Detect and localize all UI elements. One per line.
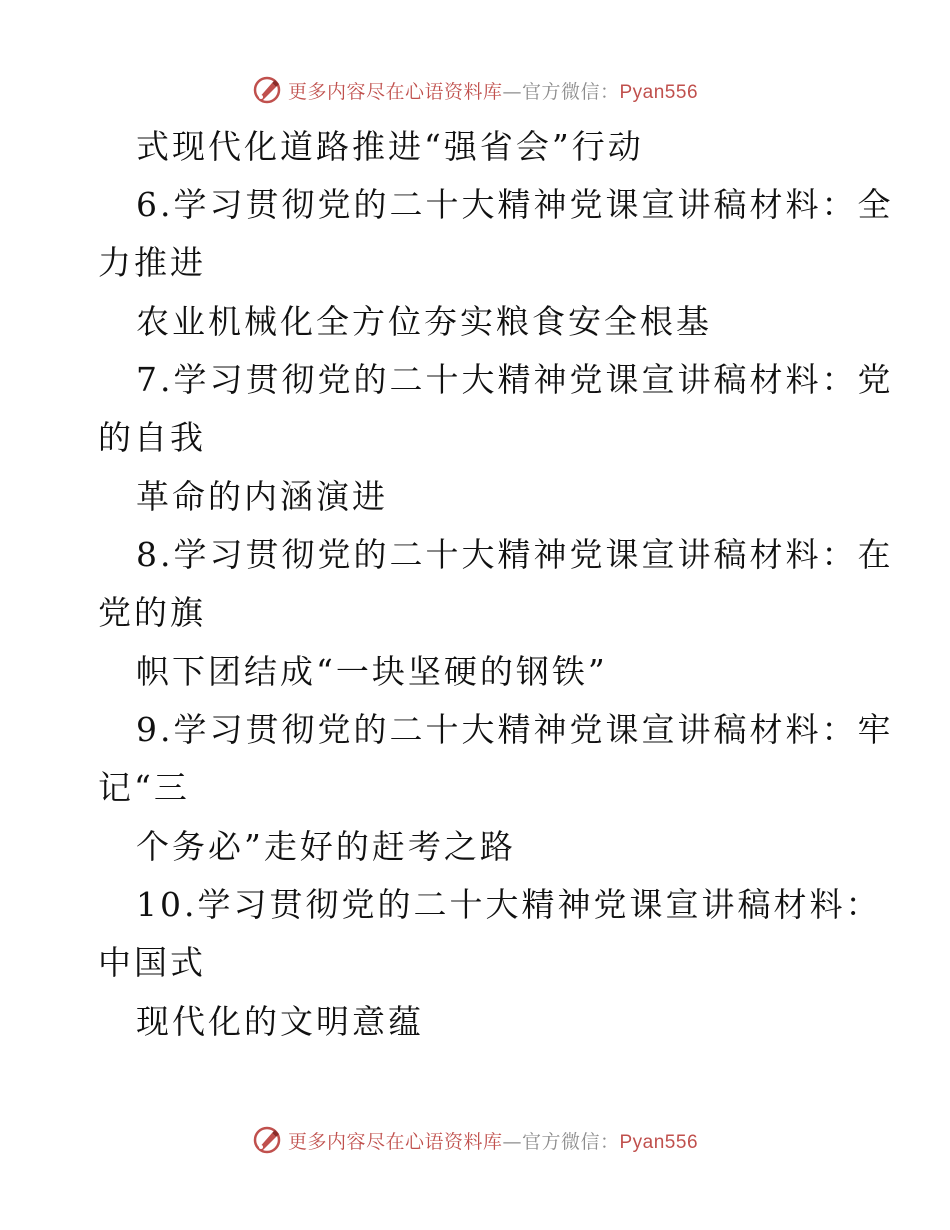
watermark-text: [288, 77, 698, 104]
watermark-brand: 更多内容尽在心语资料库: [287, 1130, 503, 1153]
doc-line: 中国式: [98, 943, 206, 982]
doc-line: 式现代化道路推进“强省会”行动: [136, 127, 644, 166]
doc-line: 农业机械化全方位夯实粮食安全根基: [136, 302, 712, 341]
watermark-contact-id: Pyan556: [619, 81, 699, 103]
watermark-banner-top: [0, 70, 950, 110]
doc-line: 力推进: [98, 243, 206, 282]
watermark-banner-bottom: [0, 1120, 950, 1160]
doc-line: 6.学习贯彻党的二十大精神党课宣讲稿材料：全: [136, 185, 894, 224]
watermark-contact-label: 官方微信：: [521, 1130, 620, 1153]
doc-line: 记“三: [98, 768, 190, 807]
doc-line: 8.学习贯彻党的二十大精神党课宣讲稿材料：在: [136, 535, 894, 574]
watermark-brand: 更多内容尽在心语资料库: [287, 80, 503, 103]
doc-line: 革命的内涵演进: [136, 477, 388, 516]
pen-logo-icon: [252, 1125, 282, 1155]
doc-line: 10.学习贯彻党的二十大精神党课宣讲稿材料：: [136, 885, 882, 924]
doc-line: 帜下团结成“一块坚硬的钢铁”: [136, 652, 608, 691]
watermark-contact-label: 官方微信：: [521, 80, 620, 103]
watermark-separator: —: [502, 80, 522, 103]
doc-line: 的自我: [98, 418, 206, 457]
pen-logo-icon: [252, 75, 282, 105]
doc-line: 个务必”走好的赶考之路: [136, 827, 516, 866]
doc-line: 9.学习贯彻党的二十大精神党课宣讲稿材料：牢: [136, 710, 894, 749]
doc-line: 党的旗: [98, 593, 206, 632]
watermark-contact-id: Pyan556: [619, 1131, 699, 1153]
watermark-text: [288, 1127, 698, 1154]
doc-line: 7.学习贯彻党的二十大精神党课宣讲稿材料：党: [136, 360, 894, 399]
watermark-separator: —: [502, 1130, 522, 1153]
doc-line: 现代化的文明意蕴: [136, 1002, 424, 1041]
